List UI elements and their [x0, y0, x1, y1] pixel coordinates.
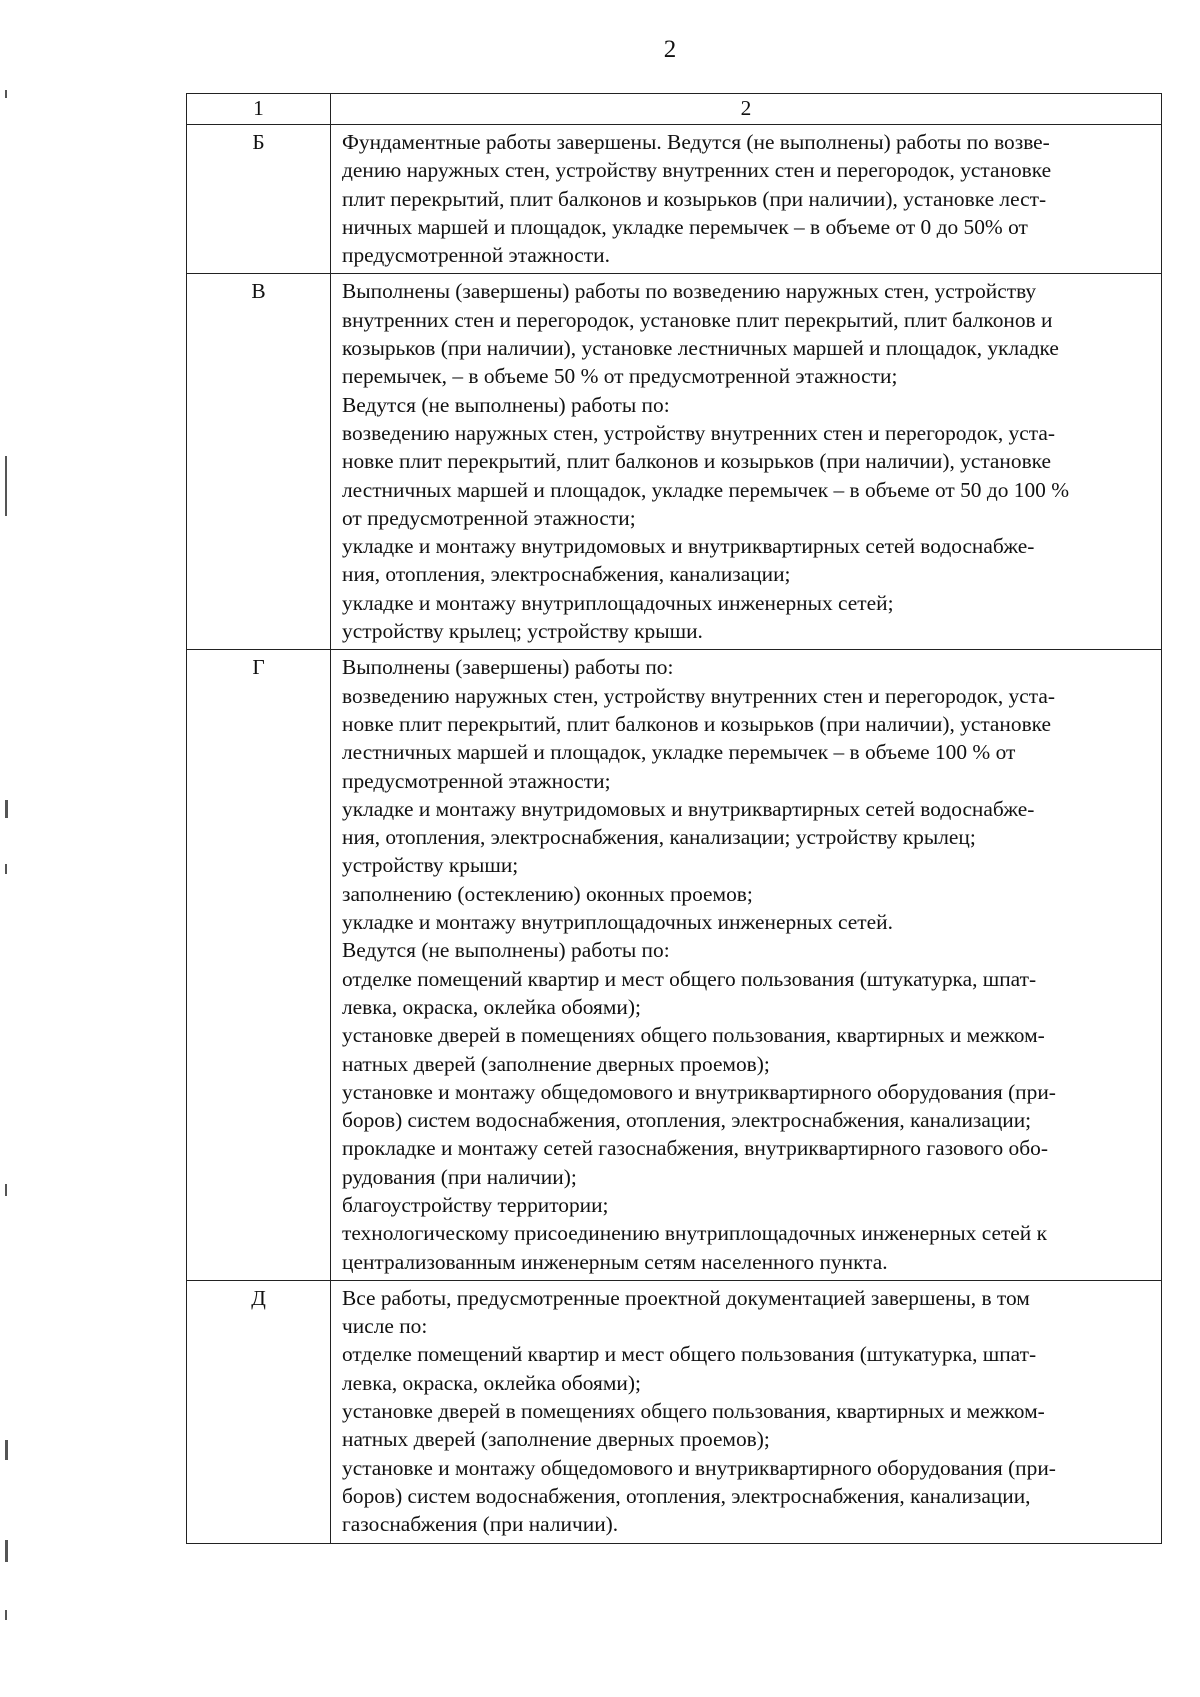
description-line: технологическому присоединению внутриплощадочных инженерных сетей к: [342, 1221, 1047, 1246]
description-line: устройству крылец; устройству крыши.: [342, 619, 703, 644]
table-row: [187, 1280, 1162, 1543]
description-line: благоустройству территории;: [342, 1192, 609, 1217]
description-line: прокладке и монтажу сетей газоснабжения, внутриквартирного газового обо-: [342, 1136, 1048, 1161]
construction-stage-table: [186, 93, 1162, 1544]
description-line: предусмотренной этажности.: [342, 243, 610, 268]
description-line: левка, окраска, оклейка обоями);: [342, 1370, 641, 1395]
description-line: предусмотренной этажности;: [342, 768, 611, 793]
description-line: укладке и монтажу внутридомовых и внутриквартирных сетей водоснабже-: [342, 796, 1035, 821]
description-line: числе по:: [342, 1314, 428, 1339]
description-line: перемычек, – в объеме 50 % от предусмотренной этажности;: [342, 364, 898, 389]
stage-description-cell: [331, 125, 1162, 274]
stage-code-cell: В: [187, 274, 331, 650]
description-line: Все работы, предусмотренные проектной документацией завершены, в том: [342, 1285, 1030, 1310]
description-line: ничных маршей и площадок, укладке перемычек – в объеме от 0 до 50% от: [342, 214, 1028, 239]
header-cell-column-2: 2: [331, 94, 1162, 125]
description-line: укладке и монтажу внутридомовых и внутриквартирных сетей водоснабже-: [342, 534, 1035, 559]
description-line: отделке помещений квартир и мест общего пользования (штукатурка, шпат-: [342, 966, 1037, 991]
table-row: [187, 125, 1162, 274]
header-cell-column-1: 1: [187, 94, 331, 125]
description-line: установке и монтажу общедомового и внутриквартирного оборудования (при-: [342, 1079, 1056, 1104]
description-line: Ведутся (не выполнены) работы по:: [342, 938, 670, 963]
stage-description-cell: [331, 274, 1162, 650]
description-line: установке и монтажу общедомового и внутриквартирного оборудования (при-: [342, 1455, 1056, 1480]
description-line: заполнению (остеклению) оконных проемов;: [342, 881, 753, 906]
stage-description-cell: [331, 650, 1162, 1281]
table-body: [187, 94, 1162, 1544]
page-number: 2: [663, 36, 677, 63]
table-header-row: [187, 94, 1162, 125]
description-line: ния, отопления, электроснабжения, канализации;: [342, 562, 791, 587]
description-line: левка, окраска, оклейка обоями);: [342, 994, 641, 1019]
scan-edge-artifact: [0, 0, 14, 1697]
table-row: [187, 650, 1162, 1281]
description-line: боров) систем водоснабжения, отопления, электроснабжения, канализации,: [342, 1483, 1031, 1508]
description-line: отделке помещений квартир и мест общего пользования (штукатурка, шпат-: [342, 1342, 1037, 1367]
description-line: централизованным инженерным сетям населенного пункта.: [342, 1249, 888, 1274]
description-line: новке плит перекрытий, плит балконов и козырьков (при наличии), установке: [342, 711, 1052, 736]
description-line: Фундаментные работы завершены. Ведутся (не выполнены) работы по возве-: [342, 130, 1050, 154]
description-line: установке дверей в помещениях общего пользования, квартирных и межком-: [342, 1023, 1045, 1048]
description-line: устройству крыши;: [342, 853, 519, 878]
description-line: возведению наружных стен, устройству внутренних стен и перегородок, уста-: [342, 683, 1055, 708]
description-line: Выполнены (завершены) работы по возведению наружных стен, устройству: [342, 279, 1037, 304]
description-line: ния, отопления, электроснабжения, канализации; устройству крылец;: [342, 825, 976, 850]
description-line: установке дверей в помещениях общего пользования, квартирных и межком-: [342, 1399, 1045, 1424]
stage-code-cell: Б: [187, 125, 331, 274]
description-line: натных дверей (заполнение дверных проемов);: [342, 1427, 770, 1452]
stage-code-cell: Г: [187, 650, 331, 1281]
description-line: натных дверей (заполнение дверных проемов);: [342, 1051, 770, 1076]
description-line: укладке и монтажу внутриплощадочных инженерных сетей;: [342, 590, 894, 615]
description-line: укладке и монтажу внутриплощадочных инженерных сетей.: [342, 910, 893, 935]
table-row: [187, 274, 1162, 650]
description-line: внутренних стен и перегородок, установке плит перекрытий, плит балконов и: [342, 307, 1053, 332]
description-line: козырьков (при наличии), установке лестничных маршей и площадок, укладке: [342, 336, 1059, 361]
description-line: газоснабжения (при наличии).: [342, 1512, 619, 1537]
stage-description-cell: [331, 1280, 1162, 1543]
description-line: новке плит перекрытий, плит балконов и козырьков (при наличии), установке: [342, 449, 1052, 474]
description-line: лестничных маршей и площадок, укладке перемычек – в объеме от 50 до 100 %: [342, 477, 1070, 502]
description-line: возведению наружных стен, устройству внутренних стен и перегородок, уста-: [342, 420, 1055, 445]
description-line: боров) систем водоснабжения, отопления, электроснабжения, канализации;: [342, 1108, 1032, 1133]
description-line: Выполнены (завершены) работы по:: [342, 655, 674, 680]
description-line: Ведутся (не выполнены) работы по:: [342, 392, 670, 417]
description-line: от предусмотренной этажности;: [342, 505, 636, 530]
description-line: плит перекрытий, плит балконов и козырьков (при наличии), установке лест-: [342, 186, 1047, 211]
description-line: рудования (при наличии);: [342, 1164, 577, 1189]
description-line: дению наружных стен, устройству внутренних стен и перегородок, установке: [342, 158, 1052, 183]
description-line: лестничных маршей и площадок, укладке перемычек – в объеме 100 % от: [342, 740, 1016, 765]
stage-code-cell: Д: [187, 1280, 331, 1543]
